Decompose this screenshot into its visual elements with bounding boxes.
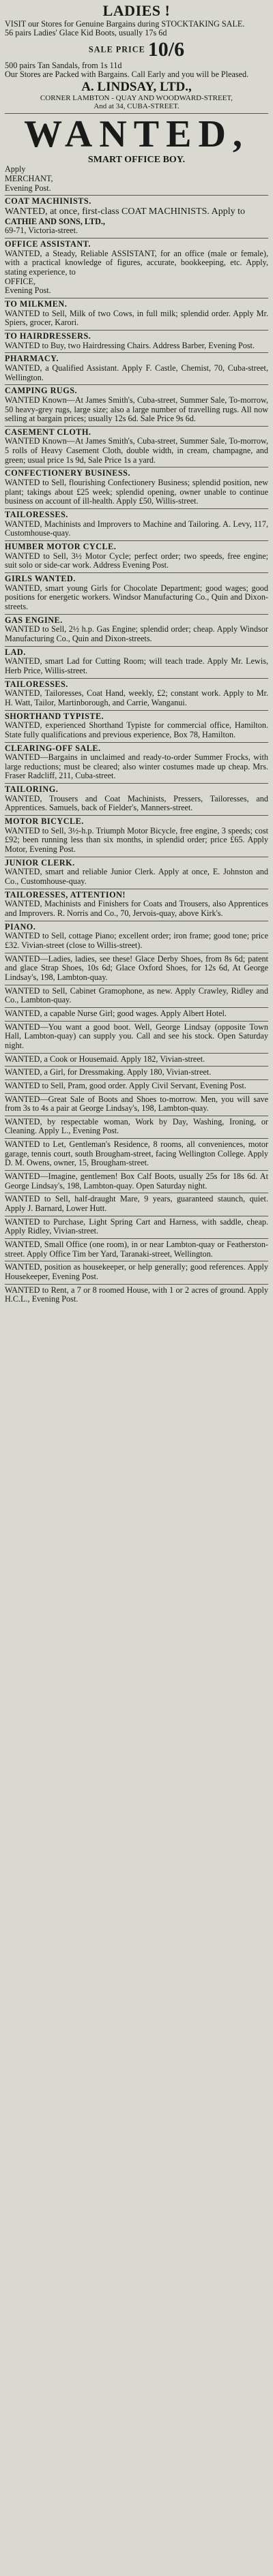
short-ad-body: WANTED to Sell, half-draught Mare, 9 years, guaranteed staunch, quiet. Apply J. Barnard, Lower Hutt. [5, 1194, 268, 1214]
tailoring-heading: TAILORING. [5, 784, 59, 795]
short-ad-body: WANTED to Sell, Pram, good order. Apply Civil Servant, Evening Post. [5, 1080, 246, 1090]
office-assistant-sig1: OFFICE, [5, 276, 36, 286]
milkmen-ad [5, 300, 268, 328]
office-boy-subhead: SMART OFFICE BOY. [87, 154, 186, 165]
humber-body: WANTED to Sell, 3½ Motor Cycle; perfect order; two speeds, free engine; suit solo or side-car work. Address Evening Post. [5, 551, 268, 570]
short-ad [5, 1263, 268, 1281]
humber-ad [5, 542, 268, 570]
short-ad [5, 1118, 268, 1136]
coat-machinists-address: 69-71, Victoria-street. [5, 226, 78, 236]
divider [5, 572, 268, 573]
short-ad [5, 1009, 268, 1019]
short-ad [5, 1023, 268, 1051]
pharmacy-heading: PHARMACY. [5, 354, 59, 364]
hairdressers-heading: TO HAIRDRESSERS. [5, 331, 91, 341]
office-boy-apply: Apply [5, 164, 26, 174]
divider [5, 614, 268, 615]
coat-machinists-heading: COAT MACHINISTS. [5, 196, 91, 206]
divider [5, 1021, 268, 1022]
office-boy-evening-post: Evening Post. [5, 183, 51, 193]
clearing-off-ad [5, 744, 268, 782]
short-ad [5, 1172, 268, 1191]
divider [5, 426, 268, 427]
camping-rugs-heading: CAMPING RUGS. [5, 386, 78, 396]
confectionery-ad [5, 469, 268, 506]
piano-body: WANTED to Sell, cottage Piano; excellent order; iron frame; good tone; price £32. Vivian-street (close to Willis-street). [5, 931, 268, 950]
piano-ad [5, 923, 268, 951]
tailoresses-heading-1: TAILORESSES. [5, 510, 68, 520]
short-ad-body: WANTED, Small Office (one room), in or near Lambton-quay or Featherston-street. Apply Office Tim ber Yard, Taranaki-street, Wellington. [5, 1240, 268, 1259]
camping-rugs-ad [5, 386, 268, 424]
milkmen-body: WANTED to Sell, Milk of two Cows, in full milk; splendid order. Apply Mr. Spiers, grocer, Karori. [5, 308, 268, 328]
short-ad [5, 1095, 268, 1114]
pharmacy-ad [5, 354, 268, 382]
divider [5, 646, 268, 647]
lad-body: WANTED, smart Lad for Cutting Room; will teach trade. Apply Mr. Lewis, Herb Price, Willis-street. [5, 656, 268, 675]
short-ad [5, 1218, 268, 1236]
divider [5, 540, 268, 541]
junior-clerk-ad [5, 859, 268, 887]
company-name: A. LINDSAY, LTD., [81, 79, 192, 94]
camping-rugs-body: WANTED Known—At James Smith's, Cuba-street, Summer Sale, To-morrow, 50 heavy-grey rugs, large size; also a large number of travelling rugs. All now selling at bargain prices; usually 12s 6d. Sale Price 9s 6d. [5, 395, 268, 424]
divider [5, 815, 268, 816]
ladies-note-ad [5, 955, 268, 983]
short-ad-body: WANTED, position as housekeeper, or help generally; good references. Apply Housekeeper, Evening Post. [5, 1262, 268, 1282]
motor-bicycle-heading: MOTOR BICYCLE. [5, 816, 84, 827]
tailoresses-ad-1 [5, 510, 268, 538]
motor-bicycle-ad [5, 817, 268, 855]
ladies-line1: VISIT our Stores for Genuine Bargains during STOCKTAKING SALE. [5, 18, 245, 29]
hairdressers-body: WANTED to Buy, two Hairdressing Chairs. Address Barber, Evening Post. [5, 340, 255, 350]
confectionery-body: WANTED to Sell, flourishing Confectionery Business; splendid position, new plant; takings about £25 week; splendid opening, owner unable to continue business on account of ill-health. Apply £50, Willis-street. [5, 478, 268, 506]
lad-ad [5, 648, 268, 676]
girls-heading: GIRLS WANTED. [5, 574, 76, 584]
junior-clerk-heading: JUNIOR CLERK. [5, 857, 75, 868]
casement-cloth-body: WANTED Known—At James Smith's, Cuba-street, Summer Sale, To-morrow, 5 rolls of Heavy Casement Cloth, double width, in cream, champagne, and green; usual price 1s 9d, Sale Price 1s a yard. [5, 436, 268, 465]
tailoresses-attention-body: WANTED, Machinists and Finishers for Coats and Trousers, also Apprentices and Improvers. R. Norris and Co., 70, Jervois-quay, above Kirk's. [5, 899, 268, 919]
divider [5, 1079, 268, 1080]
lad-heading: LAD. [5, 647, 26, 657]
ladies-line3: 500 pairs Tan Sandals, from 1s 11d [5, 60, 122, 70]
pharmacy-body: WANTED, a Qualified Assistant. Apply F. Castle, Chemist, 70, Cuba-street, Wellington. [5, 363, 268, 382]
coat-machinists-ad [5, 197, 268, 236]
divider [5, 710, 268, 711]
short-ad [5, 1240, 268, 1259]
divider [5, 1066, 268, 1067]
divider [5, 330, 268, 331]
divider [5, 783, 268, 784]
tailoresses-heading-2: TAILORESSES. [5, 679, 68, 689]
short-ad [5, 1082, 268, 1091]
company-address1: CORNER LAMBTON - QUAY AND WOODWARD-STREET, [40, 94, 233, 103]
short-ad [5, 1055, 268, 1064]
ladies-note-body: WANTED—Ladies, ladies, see these! Glace Derby Shoes, from 8s 6d; patent and glace Strap Shoes, 10s 6d; Glace Oxford Shoes, for 12s 6d, At George Lindsay's, 198, Lambton-quay. [5, 953, 268, 982]
short-ad-body: WANTED, a Cook or Housemaid. Apply 182, Vivian-street. [5, 1054, 205, 1064]
junior-clerk-body: WANTED, smart and reliable Junior Clerk. Apply at once, E. Johnston and Co., Customhouse-quay. [5, 867, 268, 887]
short-ad-body: WANTED—Imagine, gentlemen! Box Calf Boots, usually 25s for 18s 6d. At George Lindsay's, 198, Lambton-quay. Open Saturday night. [5, 1171, 268, 1191]
tailoring-ad [5, 785, 268, 813]
newspaper-column [2, 0, 271, 1304]
short-ad-body: WANTED—Great Sale of Boots and Shoes to-morrow. Men, you will save from 3s to 4s a pair at George Lindsay's, 198, Lambton-quay. [5, 1094, 268, 1114]
coat-machinists-firm: CATHIE AND SONS, LTD., [5, 216, 105, 226]
coat-machinists-body: WANTED, at once, first-class COAT MACHINISTS. Apply to [5, 206, 246, 217]
office-assistant-ad [5, 240, 268, 296]
gas-engine-heading: GAS ENGINE. [5, 615, 63, 625]
divider [5, 1170, 268, 1171]
short-ad-body: WANTED—You want a good boot. Well, George Lindsay (opposite Town Hall, Lambton-quay) can supply you. Call and see his stock. Open Saturday night. [5, 1022, 268, 1050]
ladies-heading: LADIES ! [102, 2, 171, 19]
piano-heading: PIANO. [5, 921, 36, 932]
divider [5, 742, 268, 743]
tailoresses-attention-ad [5, 891, 268, 919]
humber-heading: HUMBER MOTOR CYCLE. [5, 542, 117, 552]
office-assistant-sig2: Evening Post. [5, 286, 51, 296]
office-assistant-body: WANTED, a Steady, Reliable ASSISTANT, for an office (male or female), with a practical knowledge of figures, accurate, bookkeeping, etc. Apply, stating experience, to [5, 248, 268, 277]
sale-price-label: SALE PRICE [88, 44, 145, 55]
divider [5, 352, 268, 353]
shorthand-heading: SHORTHAND TYPISTE. [5, 711, 104, 721]
short-ad-body: WANTED to Rent, a 7 or 8 roomed House, with 1 or 2 acres of ground. Apply H.C.L., Evening Post. [5, 1285, 268, 1304]
shorthand-body: WANTED, experienced Shorthand Typiste for commercial office, Hamilton. State fully qualifications and previous experience, Box 78, Hamilton. [5, 720, 268, 739]
ladies-line2: 56 pairs Ladies' Glace Kid Boots, usually 17s 6d [5, 28, 167, 38]
shorthand-ad [5, 712, 268, 740]
divider [5, 1053, 268, 1054]
short-ad [5, 1068, 268, 1077]
hairdressers-ad [5, 332, 268, 350]
divider [5, 1007, 268, 1008]
divider [5, 508, 268, 509]
office-assistant-heading: OFFICE ASSISTANT. [5, 239, 91, 249]
milkmen-heading: TO MILKMEN. [5, 298, 68, 309]
divider [5, 1238, 268, 1239]
short-ad-body: WANTED to Let, Gentleman's Residence, 8 rooms, all conveniences, motor garage, tennis court, south Brougham-street, facing Wellington College. Apply D. M. Owens, owner, 15, Brougham-street. [5, 1139, 268, 1168]
company-address2: And at 34, CUBA-STREET. [94, 102, 179, 111]
short-ad-body: WANTED, a capable Nurse Girl; good wages. Apply Albert Hotel. [5, 1008, 227, 1018]
casement-cloth-heading: CASEMENT CLOTH. [5, 427, 91, 437]
short-ad-body: WANTED, by respectable woman, Work by Day, Washing, Ironing, or Cleaning. Apply L., Evening Post. [5, 1116, 268, 1136]
short-ad [5, 987, 268, 1005]
divider [5, 1093, 268, 1094]
gas-engine-body: WANTED to Sell, 2½ h.p. Gas Engine; splendid order; cheap. Apply Windsor Manufacturing Co., Quin and Dixon-streets. [5, 624, 268, 643]
confectionery-heading: CONFECTIONERY BUSINESS. [5, 468, 130, 478]
tailoring-body: WANTED, Trousers and Coat Machinists, Pressers, Tailoresses, and Apprentices. Samuels, back of Fielder's, Manners-street. [5, 793, 268, 813]
girls-ad [5, 574, 268, 612]
short-ad [5, 1286, 268, 1304]
divider [5, 195, 268, 196]
ladies-line4: Our Stores are Packed with Bargains. Call Early and you will be Pleased. [5, 70, 249, 80]
short-ad [5, 1195, 268, 1213]
clearing-off-heading: CLEARING-OFF SALE. [5, 743, 101, 753]
short-ad [5, 1140, 268, 1168]
clearing-off-body: WANTED—Bargains in unclaimed and ready-to-order Summer Frocks, with large reductions; must be cleared; also winter costumes made up cheap. Mrs. Fraser Radcliff, 211, Cuba-street. [5, 752, 268, 781]
divider [5, 1284, 268, 1285]
office-boy-headline: WANTED, [24, 112, 249, 155]
girls-body: WANTED, smart young Girls for Chocolate Department; good wages; good positions for energetic workers. Windsor Manufacturing Co., Quin and Dixon-streets. [5, 583, 268, 611]
office-boy-ad [5, 112, 268, 194]
divider [5, 678, 268, 679]
tailoresses-body-1: WANTED, Machinists and Improvers to Machine and Tailoring. A. Levy, 117, Customhouse-quay. [5, 519, 268, 538]
short-ad-body: WANTED to Purchase, Light Spring Cart and Harness, with saddle, cheap. Apply Ridley, Vivian-street. [5, 1216, 268, 1236]
divider [5, 384, 268, 385]
sale-price-value: 10/6 [147, 37, 185, 61]
divider [5, 238, 268, 239]
gas-engine-ad [5, 616, 268, 644]
tailoresses-ad-2 [5, 680, 268, 708]
short-ad-body: WANTED, a Girl, for Dressmaking. Apply 180, Vivian-street. [5, 1067, 212, 1077]
divider [5, 1138, 268, 1139]
tailoresses-attention-heading: TAILORESSES, ATTENTION! [5, 889, 126, 900]
motor-bicycle-body: WANTED to Sell, 3½-h.p. Triumph Motor Bicycle, free engine, 3 speeds; cost £92; been running less than six months, in splendid order; price £65. Apply Motor, Evening Post. [5, 825, 268, 855]
casement-cloth-ad [5, 428, 268, 465]
ladies-sale-ad [5, 3, 268, 111]
short-ad-body: WANTED to Sell, Cabinet Gramophone, as new. Apply Crawley, Ridley and Co., Lambton-quay. [5, 985, 268, 1005]
office-boy-merchant: MERCHANT, [5, 174, 53, 184]
tailoresses-body-2: WANTED, Tailoresses, Coat Hand, weekly, £2; constant work. Apply to Mr. H. Watt, Tailor, Martinborough, and Carrie, Wanganui. [5, 688, 268, 707]
